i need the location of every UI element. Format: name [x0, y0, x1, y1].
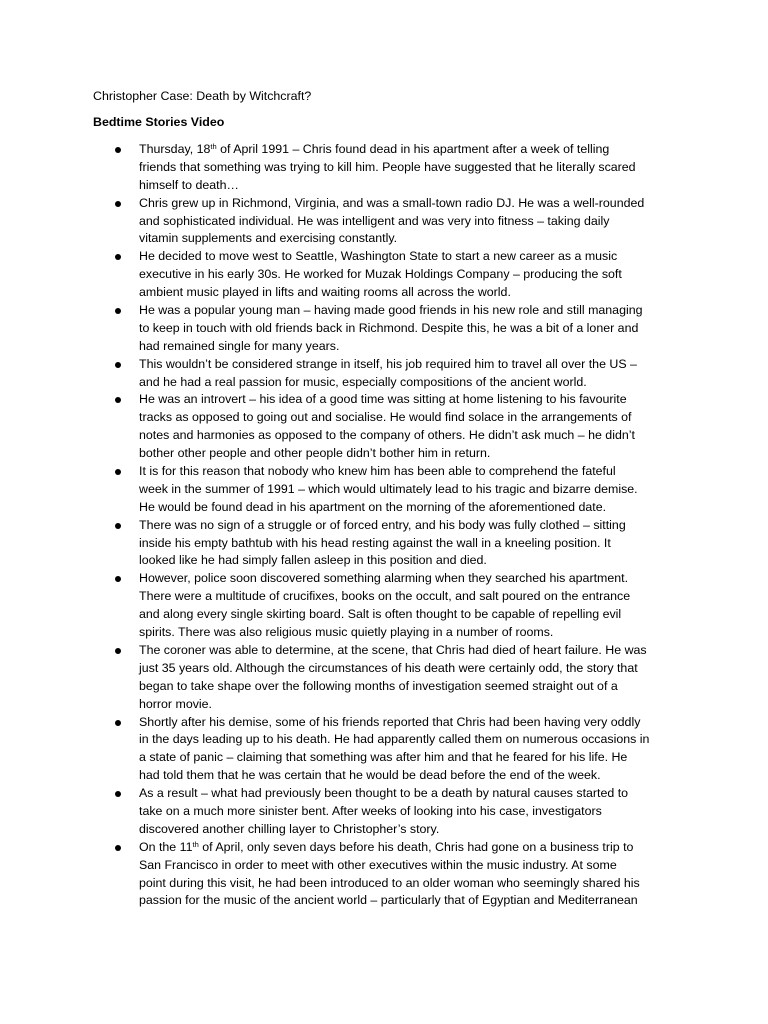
text-segment: week in the summer of 1991 – which would ultimately lead to his tragic and bizarre demise.: [139, 481, 638, 496]
text-segment: He was an introvert – his idea of a good time was sitting at home listening to his favourite: [139, 392, 627, 407]
text-segment: ambient music played in lifts and waiting rooms all across the world.: [139, 285, 511, 300]
bullet-point-icon: [115, 201, 121, 207]
text-segment: On the 11: [139, 839, 193, 854]
bullet-text-line: [139, 213, 768, 231]
bullet-text-line: [139, 821, 768, 839]
bullet-text-line: [139, 481, 768, 499]
bullet-item: [0, 391, 768, 463]
bullet-item: [0, 141, 768, 195]
bullet-list: [0, 141, 768, 910]
bullet-item: [0, 302, 768, 356]
text-segment: take on a much more sinister bent. After weeks of looking into his case, investigators: [139, 803, 602, 818]
text-segment: and sophisticated individual. He was intelligent and was very into fitness – taking daily: [139, 213, 610, 228]
bullet-text-line: [139, 356, 768, 374]
bullet-text-line: [139, 463, 768, 481]
text-segment: and he had a real passion for music, especially compositions of the ancient world.: [139, 374, 587, 389]
text-segment: vitamin supplements and exercising constantly.: [139, 231, 398, 246]
bullet-point-icon: [115, 720, 121, 726]
bullet-point-icon: [115, 523, 121, 529]
bullet-text-line: [139, 409, 768, 427]
bullet-text-line: [139, 588, 768, 606]
text-segment: San Francisco in order to meet with other executives within the music industry. At some: [139, 857, 617, 872]
text-segment: had told them that he was certain that he would be dead before the end of the week.: [139, 768, 601, 783]
text-segment: horror movie.: [139, 696, 212, 711]
text-segment: This wouldn’t be considered strange in itself, his job required him to travel all over the US –: [139, 356, 637, 371]
text-segment: to keep in touch with old friends back in Richmond. Despite this, he was a bit of a loner and: [139, 320, 639, 335]
text-segment: It is for this reason that nobody who knew him has been able to comprehend the fateful: [139, 464, 616, 479]
text-segment: point during this visit, he had been introduced to an older woman who seemingly shared his: [139, 875, 640, 890]
bullet-text-line: [139, 857, 768, 875]
text-segment: executive in his early 30s. He worked for Muzak Holdings Company – producing the soft: [139, 267, 622, 282]
bullet-point-icon: [115, 648, 121, 654]
bullet-point-icon: [115, 845, 121, 851]
text-segment: of April, only seven days before his death, Chris had gone on a business trip to: [198, 839, 634, 854]
ordinal-suffix: th: [192, 839, 199, 849]
bullet-text-line: [139, 338, 768, 356]
bullet-point-icon: [115, 576, 121, 582]
text-segment: had remained single for many years.: [139, 338, 340, 353]
bullet-text-line: [139, 284, 768, 302]
bullet-text-line: [139, 785, 768, 803]
bullet-text-line: [139, 302, 768, 320]
bullet-text-line: [139, 714, 768, 732]
bullet-text-line: [139, 731, 768, 749]
bullet-item: [0, 570, 768, 642]
text-segment: Thursday, 18: [139, 142, 211, 156]
bullet-item: [0, 785, 768, 839]
text-segment: inside his empty bathtub with his head resting against the wall in a kneeling position. It: [139, 535, 611, 550]
bullet-text-line: [139, 266, 768, 284]
text-segment: in the days leading up to his death. He had apparently called them on numerous occasions in: [139, 732, 650, 747]
text-segment: discovered another chilling layer to Christopher’s story.: [139, 821, 440, 836]
bullet-text-line: [139, 624, 768, 642]
bullet-point-icon: [115, 397, 121, 403]
document-title: Christopher Case: Death by Witchcraft?: [93, 89, 312, 103]
text-segment: He decided to move west to Seattle, Washington State to start a new career as a music: [139, 249, 618, 264]
text-segment: friends that something was trying to kill him. People have suggested that he literally scared: [139, 159, 636, 174]
text-segment: himself to death…: [139, 177, 239, 192]
bullet-item: [0, 356, 768, 392]
bullet-item: [0, 463, 768, 517]
bullet-text-line: [139, 195, 768, 213]
bullet-item: [0, 517, 768, 571]
bullet-item: [0, 839, 768, 911]
bullet-text-line: [139, 552, 768, 570]
text-segment: of April 1991 – Chris found dead in his apartment after a week of telling: [216, 142, 610, 156]
bullet-point-icon: [115, 308, 121, 314]
bullet-text-line: [139, 320, 768, 338]
bullet-text-line: [139, 141, 768, 159]
bullet-item: [0, 714, 768, 786]
bullet-item: [0, 248, 768, 302]
text-segment: He was a popular young man – having made good friends in his new role and still managing: [139, 303, 643, 318]
bullet-point-icon: [115, 147, 121, 153]
bullet-text-line: [139, 892, 768, 910]
text-segment: just 35 years old. Although the circumstances of his death were certainly odd, the story that: [139, 660, 638, 675]
bullet-text-line: [139, 642, 768, 660]
text-segment: began to take shape over the following months of investigation seemed straight out of a: [139, 678, 618, 693]
bullet-text-line: [139, 660, 768, 678]
text-segment: The coroner was able to determine, at the scene, that Chris had died of heart failure. He was: [139, 642, 647, 657]
bullet-item: [0, 642, 768, 714]
bullet-text-line: [139, 517, 768, 535]
text-segment: a state of panic – claiming that something was after him and that he feared for his life. He: [139, 750, 628, 765]
text-segment: He would be found dead in his apartment on the morning of the aforementioned date.: [139, 499, 607, 514]
bullet-text-line: [139, 606, 768, 624]
bullet-text-line: [139, 535, 768, 553]
bullet-text-line: [139, 803, 768, 821]
bullet-text-line: [139, 391, 768, 409]
text-segment: and along every single skirting board. Salt is often thought to be capable of repelling evil: [139, 607, 622, 622]
bullet-text-line: [139, 875, 768, 893]
bullet-text-line: [139, 248, 768, 266]
bullet-text-line: [139, 499, 768, 517]
ordinal-suffix: th: [210, 142, 217, 151]
bullet-text-line: [139, 749, 768, 767]
text-segment: Chris grew up in Richmond, Virginia, and was a small-town radio DJ. He was a well-rounded: [139, 195, 645, 210]
text-segment: bother other people and other people didn’t bother him in return.: [139, 446, 491, 461]
text-segment: As a result – what had previously been thought to be a death by natural causes started to: [139, 786, 629, 801]
bullet-point-icon: [115, 469, 121, 475]
text-segment: There were a multitude of crucifixes, books on the occult, and salt poured on the entrance: [139, 589, 631, 604]
text-segment: tracks as opposed to going out and socialise. He would find solace in the arrangements of: [139, 410, 632, 425]
bullet-text-line: [139, 427, 768, 445]
bullet-text-line: [139, 696, 768, 714]
text-segment: Shortly after his demise, some of his friends reported that Chris had been having very oddly: [139, 714, 641, 729]
text-segment: looked like he had simply fallen asleep in this position and died.: [139, 553, 487, 568]
text-segment: notes and harmonies as opposed to the company of others. He didn’t ask much – he didn’t: [139, 428, 635, 443]
bullet-text-line: [139, 570, 768, 588]
bullet-text-line: [139, 230, 768, 248]
document-subtitle: Bedtime Stories Video: [93, 115, 225, 129]
bullet-text-line: [139, 839, 768, 857]
bullet-item: [0, 195, 768, 249]
bullet-text-line: [139, 177, 768, 195]
bullet-point-icon: [115, 791, 121, 797]
text-segment: There was no sign of a struggle or of forced entry, and his body was fully clothed – sitting: [139, 517, 626, 532]
bullet-text-line: [139, 374, 768, 392]
bullet-text-line: [139, 445, 768, 463]
bullet-text-line: [139, 767, 768, 785]
text-segment: passion for the music of the ancient world – particularly that of Egyptian and Mediterranean: [139, 893, 638, 908]
bullet-point-icon: [115, 362, 121, 368]
bullet-text-line: [139, 678, 768, 696]
bullet-point-icon: [115, 254, 121, 260]
text-segment: spirits. There was also religious music quietly playing in a number of rooms.: [139, 625, 554, 640]
text-segment: However, police soon discovered something alarming when they searched his apartment.: [139, 571, 629, 586]
bullet-text-line: [139, 159, 768, 177]
